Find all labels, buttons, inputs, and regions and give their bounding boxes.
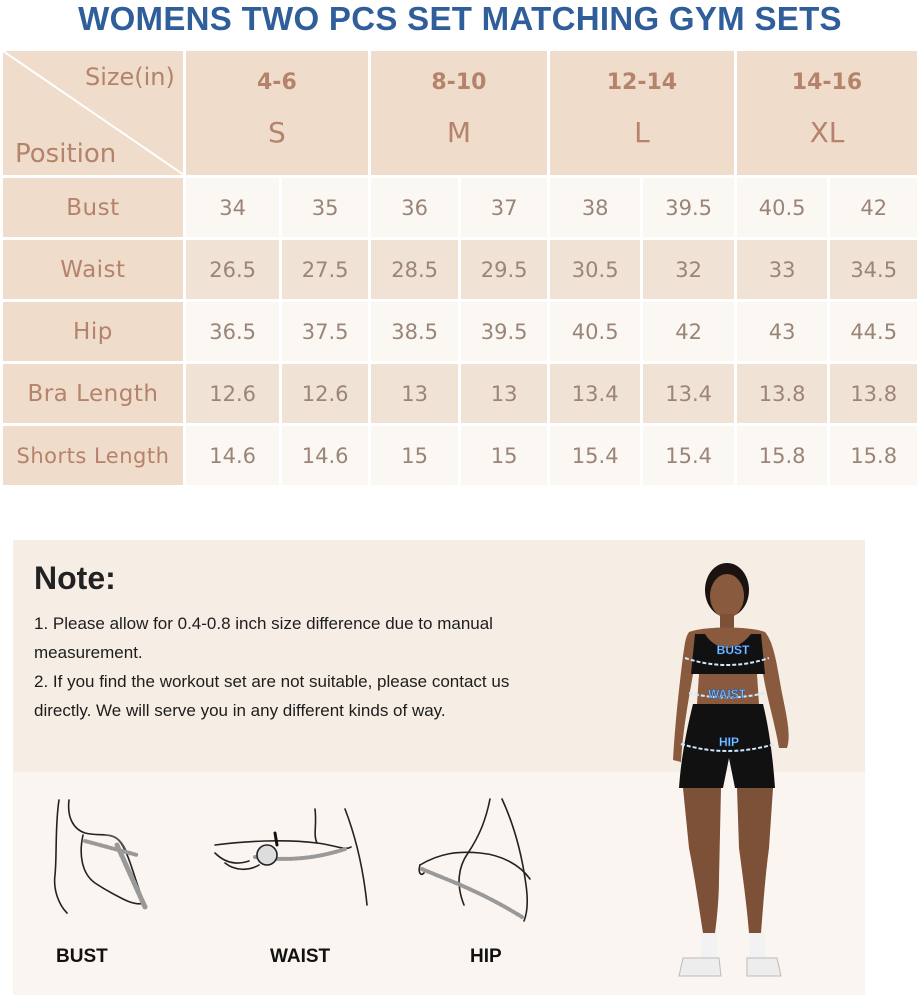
row-label: Hip <box>3 302 183 361</box>
table-cell: 35 <box>282 178 368 237</box>
bust-sketch-label: BUST <box>56 946 108 967</box>
waist-sketch-label: WAIST <box>270 946 331 967</box>
model-bust-label: BUST <box>716 643 750 657</box>
table-cell: 40.5 <box>550 302 640 361</box>
table-cell: 12.6 <box>186 364 279 423</box>
table-cell: 26.5 <box>186 240 279 299</box>
note-line-1: 1. Please allow for 0.4-0.8 inch size difference due to manual <box>34 614 493 633</box>
table-cell: 15.8 <box>830 426 917 485</box>
table-row-bra-length <box>3 364 917 423</box>
hip-sketch-label: HIP <box>470 946 502 967</box>
table-cell: 38 <box>550 178 640 237</box>
size-range: 8-10 <box>431 70 487 95</box>
bust-measure-sketch <box>45 795 155 915</box>
page-title: WOMENS TWO PCS SET MATCHING GYM SETS <box>78 0 842 37</box>
size-range: 4-6 <box>257 70 297 95</box>
table-cell: 27.5 <box>282 240 368 299</box>
table-cell: 13 <box>371 364 459 423</box>
row-label: Bra Length <box>3 364 183 423</box>
note-line-4: directly. We will serve you in any different kinds of way. <box>34 701 446 720</box>
table-cell: 39.5 <box>461 302 547 361</box>
table-cell: 14.6 <box>282 426 368 485</box>
table-cell: 15.4 <box>550 426 640 485</box>
table-cell: 42 <box>643 302 733 361</box>
table-cell: 39.5 <box>643 178 733 237</box>
size-chart-table <box>0 48 920 488</box>
table-cell: 15.8 <box>737 426 827 485</box>
waist-measure-sketch <box>205 805 375 915</box>
table-cell: 28.5 <box>371 240 459 299</box>
row-label: Shorts Length <box>3 426 183 485</box>
note-line-3: 2. If you find the workout set are not suitable, please contact us <box>34 672 510 691</box>
table-cell: 12.6 <box>282 364 368 423</box>
table-cell: 15.4 <box>643 426 733 485</box>
size-letter: XL <box>809 116 845 149</box>
table-cell: 38.5 <box>371 302 459 361</box>
table-cell: 15 <box>461 426 547 485</box>
model-waist-label: WAIST <box>708 687 746 701</box>
size-header-l <box>550 51 734 175</box>
table-cell: 34.5 <box>830 240 917 299</box>
row-label: Bust <box>3 178 183 237</box>
table-cell: 32 <box>643 240 733 299</box>
table-corner-header <box>3 51 183 175</box>
table-cell: 15 <box>371 426 459 485</box>
table-row-bust <box>3 178 917 237</box>
size-letter: S <box>267 116 286 149</box>
table-cell: 13.8 <box>737 364 827 423</box>
hip-measure-sketch <box>410 795 540 925</box>
size-header-m <box>371 51 547 175</box>
table-cell: 13 <box>461 364 547 423</box>
table-cell: 34 <box>186 178 279 237</box>
table-cell: 13.8 <box>830 364 917 423</box>
table-cell: 13.4 <box>643 364 733 423</box>
table-row-hip <box>3 302 917 361</box>
size-range: 12-14 <box>606 70 678 95</box>
size-range: 14-16 <box>791 70 863 95</box>
table-cell: 37 <box>461 178 547 237</box>
table-cell: 30.5 <box>550 240 640 299</box>
note-line-2: measurement. <box>34 643 143 662</box>
table-row-shorts-length <box>3 426 917 485</box>
row-label: Waist <box>3 240 183 299</box>
table-cell: 33 <box>737 240 827 299</box>
table-cell: 40.5 <box>737 178 827 237</box>
note-heading: Note: <box>34 560 116 596</box>
table-cell: 44.5 <box>830 302 917 361</box>
size-axis-label: Size(in) <box>85 63 175 91</box>
table-cell: 36.5 <box>186 302 279 361</box>
size-header-s <box>186 51 368 175</box>
table-cell: 42 <box>830 178 917 237</box>
model-hip-label: HIP <box>718 735 740 749</box>
size-letter: M <box>446 116 471 149</box>
table-cell: 14.6 <box>186 426 279 485</box>
table-cell: 36 <box>371 178 459 237</box>
model-photo <box>665 548 825 993</box>
table-cell: 29.5 <box>461 240 547 299</box>
table-row-waist <box>3 240 917 299</box>
size-letter: L <box>634 116 650 149</box>
size-header-xl <box>737 51 917 175</box>
position-axis-label: Position <box>15 139 117 169</box>
table-cell: 13.4 <box>550 364 640 423</box>
table-cell: 37.5 <box>282 302 368 361</box>
table-cell: 43 <box>737 302 827 361</box>
